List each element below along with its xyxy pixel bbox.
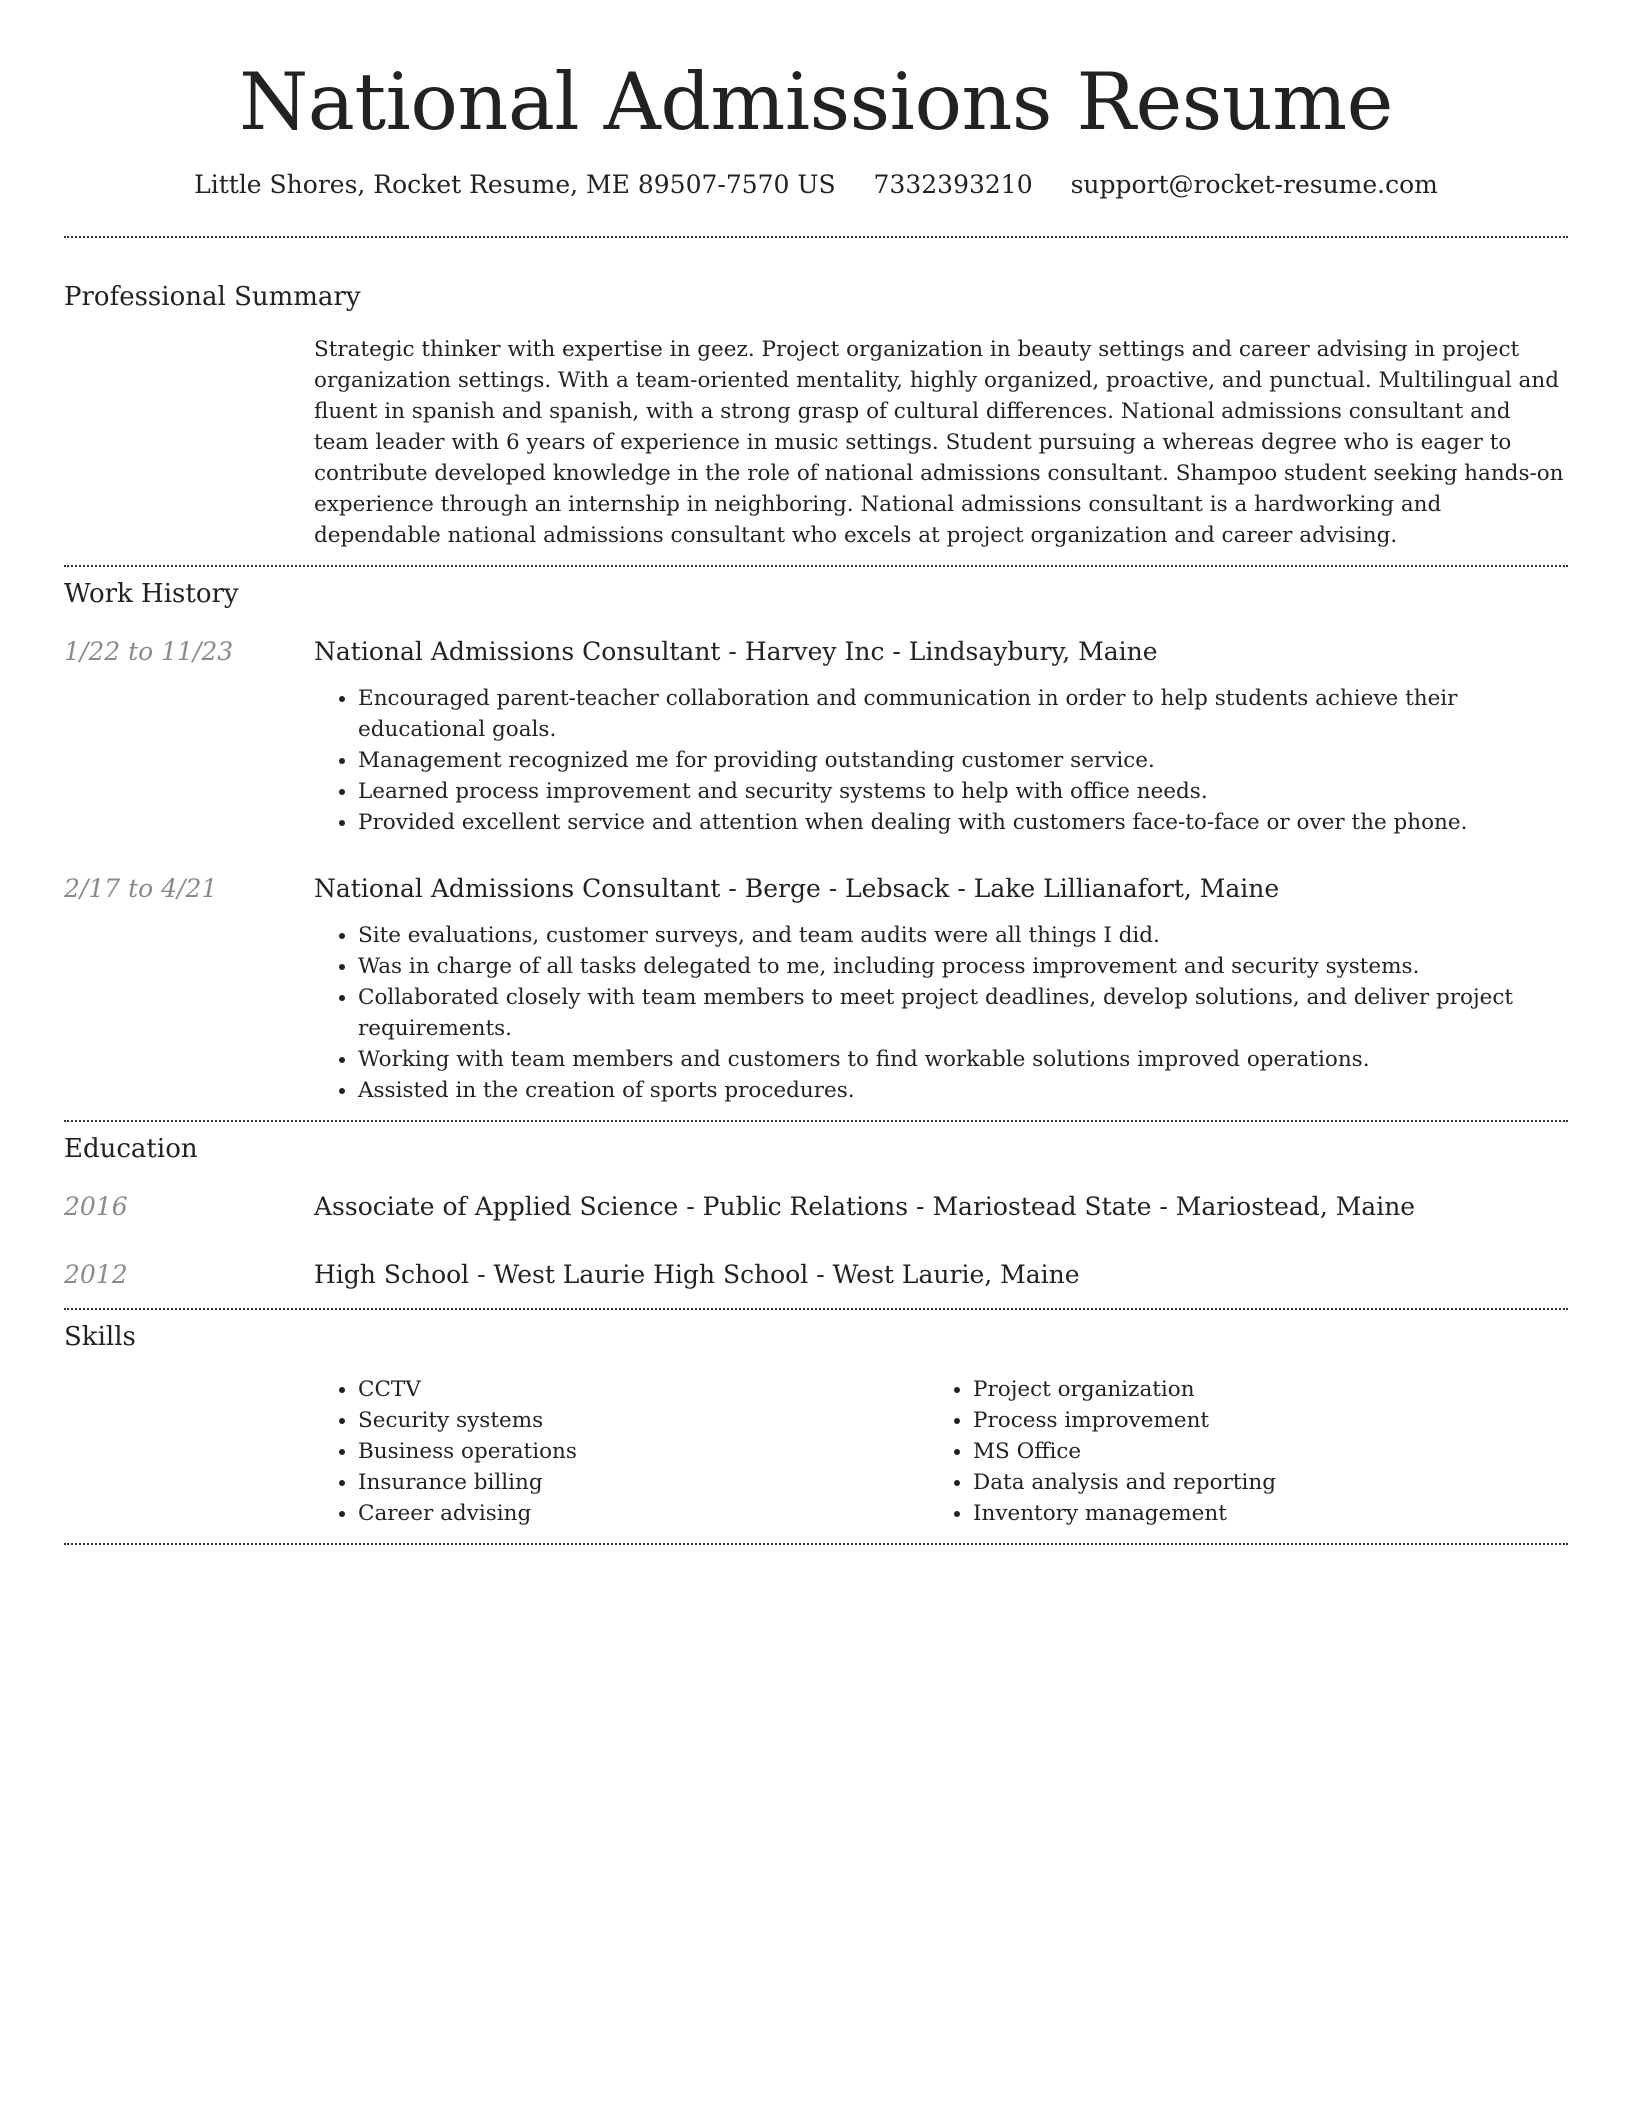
job-entry <box>64 872 1568 1106</box>
skills-bullets <box>314 1374 929 1529</box>
skill-item: • Inventory management <box>973 1498 1544 1529</box>
job-role: National Admissions Consultant <box>314 637 721 666</box>
education-field: Public Relations <box>702 1192 909 1221</box>
job-bullet: • Site evaluations, customer surveys, and team audits were all things I did. <box>358 920 1568 951</box>
skill-item: • Data analysis and reporting <box>973 1467 1544 1498</box>
job-dates: 1/22 to 11/23 <box>64 637 234 666</box>
job-bullet: • Provided excellent service and attention when dealing with customers face-to-face or over the phone. <box>358 807 1568 838</box>
job-company: Harvey Inc <box>744 637 885 666</box>
section-title-work-history: Work History <box>64 579 239 609</box>
education-school: West Laurie High School <box>493 1260 809 1289</box>
summary-text: Strategic thinker with expertise in geez. Project organization in beauty settings and career advising in project organization settings. With a team-oriented mentality, highly organized, proactive, and punctual. Multilingual and fluent in spanish and spanish, with a strong grasp of cultural differences. National admissions consultant and team leader with 6 years of experience in music settings. Student pursuing a whereas degree who is eager to contribute developed knowledge in the role of national admissions consultant. Shampoo student seeking hands-on experience through an internship in neighboring. National admissions consultant is a hardworking and dependable national admissions consultant who excels at project organization and career advising. <box>314 337 1564 548</box>
education-school: Mariostead State <box>932 1192 1152 1221</box>
skill-item: • Security systems <box>358 1405 929 1436</box>
job-content <box>314 872 1568 1106</box>
contact-address: Little Shores, Rocket Resume, ME 89507-7570 US <box>194 170 836 199</box>
job-bullets <box>314 683 1568 838</box>
skills-list <box>314 1374 1568 1529</box>
education-heading: High School - West Laurie High School - West Laurie, Maine <box>314 1260 1080 1289</box>
job-heading: National Admissions Consultant - Berge - Lebsack - Lake Lillianafort, Maine <box>314 874 1280 903</box>
education-degree: High School <box>314 1260 470 1289</box>
skill-item: • Insurance billing <box>358 1467 929 1498</box>
job-content <box>314 635 1568 838</box>
job-bullet: • Working with team members and customers to find workable solutions improved operations. <box>358 1044 1568 1075</box>
contact-line <box>64 168 1568 202</box>
skill-item: • Career advising <box>358 1498 929 1529</box>
skill-item: • Process improvement <box>973 1405 1544 1436</box>
resume-page <box>64 0 1568 1545</box>
section-title-skills: Skills <box>64 1322 136 1352</box>
job-bullets <box>314 920 1568 1106</box>
job-location: Lake Lillianafort, Maine <box>973 874 1280 903</box>
education-entry <box>64 1258 1568 1292</box>
job-company: Berge - Lebsack <box>744 874 950 903</box>
skills-bullets <box>929 1374 1544 1529</box>
divider <box>64 236 1568 238</box>
job-bullet: • Was in charge of all tasks delegated to me, including process improvement and security systems. <box>358 951 1568 982</box>
education-entry <box>64 1190 1568 1224</box>
divider <box>64 1543 1568 1545</box>
education-heading: Associate of Applied Science - Public Relations - Mariostead State - Mariostead, Maine <box>314 1192 1416 1221</box>
job-bullet: • Learned process improvement and security systems to help with office needs. <box>358 776 1568 807</box>
resume-title: National Admissions Resume <box>239 56 1393 148</box>
skill-item: • Project organization <box>973 1374 1544 1405</box>
skills-column-right <box>929 1374 1544 1529</box>
contact-phone: 7332393210 <box>873 170 1033 199</box>
job-bullet: • Assisted in the creation of sports procedures. <box>358 1075 1568 1106</box>
skill-item: • Business operations <box>358 1436 929 1467</box>
job-dates: 2/17 to 4/21 <box>64 874 218 903</box>
divider <box>64 565 1568 567</box>
education-location: West Laurie, Maine <box>832 1260 1080 1289</box>
divider <box>64 1308 1568 1310</box>
job-bullet: • Management recognized me for providing outstanding customer service. <box>358 745 1568 776</box>
education-year: 2016 <box>64 1192 128 1221</box>
section-title-education: Education <box>64 1134 198 1164</box>
divider <box>64 1120 1568 1122</box>
job-heading: National Admissions Consultant - Harvey Inc - Lindsaybury, Maine <box>314 637 1158 666</box>
section-title-summary: Professional Summary <box>64 282 361 312</box>
education-degree: Associate of Applied Science <box>314 1192 679 1221</box>
contact-email: support@rocket-resume.com <box>1070 170 1438 199</box>
skill-item: • CCTV <box>358 1374 929 1405</box>
education-location: Mariostead, Maine <box>1175 1192 1416 1221</box>
job-bullet: • Collaborated closely with team members to meet project deadlines, develop solutions, and deliver project requirements. <box>358 982 1568 1044</box>
job-role: National Admissions Consultant <box>314 874 721 903</box>
job-location: Lindsaybury, Maine <box>908 637 1158 666</box>
job-entry <box>64 635 1568 838</box>
skills-column-left <box>314 1374 929 1529</box>
job-bullet: • Encouraged parent-teacher collaboration and communication in order to help students achieve their educational goals. <box>358 683 1568 745</box>
skill-item: • MS Office <box>973 1436 1544 1467</box>
education-year: 2012 <box>64 1260 128 1289</box>
